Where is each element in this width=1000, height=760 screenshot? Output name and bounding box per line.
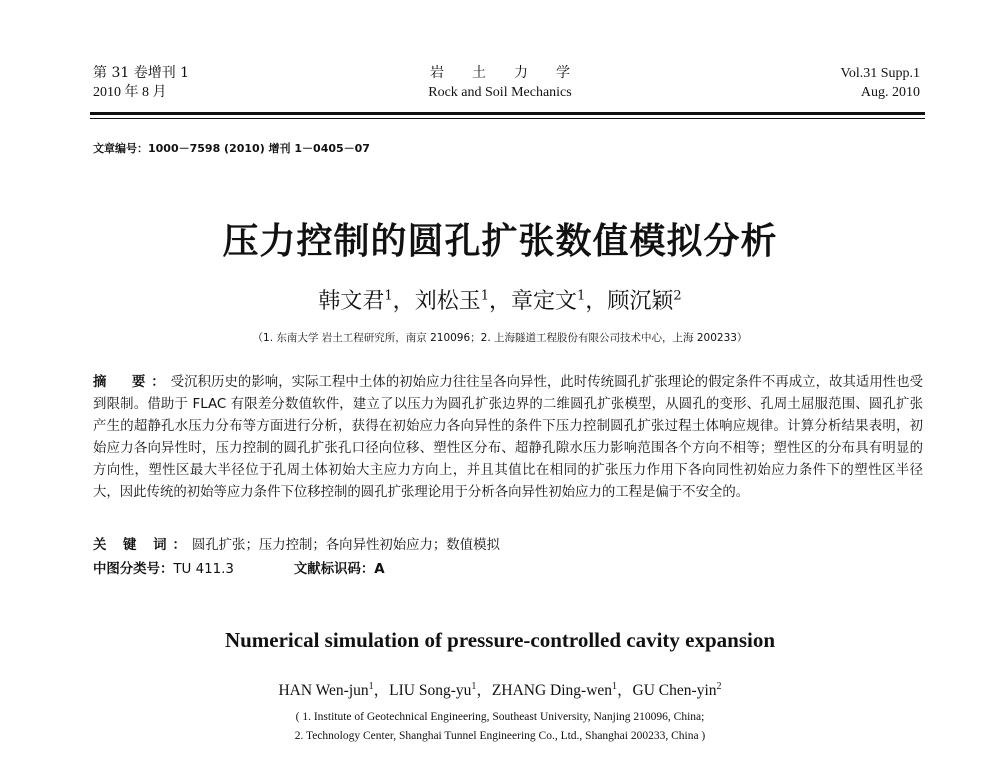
author-affiliation-mark: 1 xyxy=(480,288,489,304)
keywords-cn xyxy=(93,534,500,553)
volume-supp-en: Vol.31 Supp.1 xyxy=(840,66,920,81)
journal-name-cn: 岩土力学 xyxy=(430,65,598,81)
date-en: Aug. 2010 xyxy=(860,85,920,100)
journal-header-right xyxy=(841,64,920,102)
article-number xyxy=(93,140,370,156)
article-number-label: 文章编号： xyxy=(93,142,148,155)
affiliation-cn: （1. 东南大学 岩土工程研究所，南京 210096；2. 上海隧道工程股份有限公司技术中心，上海 200233） xyxy=(252,332,748,344)
author-affiliation-mark: 1 xyxy=(471,680,477,692)
document-code-value: A xyxy=(374,562,385,577)
author-affiliation-mark: 1 xyxy=(577,288,586,304)
title-cn: 压力控制的圆孔扩张数值模拟分析 xyxy=(222,221,778,262)
authors-cn xyxy=(0,284,1000,315)
affiliation-en-line1: ( 1. Institute of Geotechnical Engineering, Southeast University, Nanjing 210096, China; xyxy=(295,711,705,723)
abstract-cn xyxy=(93,372,923,504)
classification-line xyxy=(93,558,385,577)
journal-name-en: Rock and Soil Mechanics xyxy=(428,85,572,100)
author-affiliation-mark: 2 xyxy=(716,680,722,692)
affiliation-en xyxy=(0,708,1000,746)
keywords-label: 关 键 词： xyxy=(93,538,192,553)
author-separator: ， xyxy=(392,289,415,314)
classification-value: TU 411.3 xyxy=(173,562,234,577)
affiliation-en-line2: 2. Technology Center, Shanghai Tunnel Engineering Co., Ltd., Shanghai 200233, China ) xyxy=(294,730,706,742)
author-en: HAN Wen-jun xyxy=(278,682,369,699)
author-separator: ， xyxy=(585,289,608,314)
header-rule-thin xyxy=(90,118,925,119)
abstract-label: 摘 要： xyxy=(93,375,171,390)
author-en: GU Chen-yin xyxy=(632,682,717,699)
authors-en xyxy=(0,678,1000,700)
author-separator: ， xyxy=(373,682,390,699)
author-cn: 韩文君 xyxy=(318,289,385,314)
article-number-value: 1000－7598 (2010) 增刊 1－0405－07 xyxy=(148,142,370,155)
author-affiliation-mark: 2 xyxy=(673,288,682,304)
author-separator: ， xyxy=(476,682,492,699)
classification-label: 中图分类号： xyxy=(93,562,174,577)
author-cn: 刘松玉 xyxy=(414,289,481,314)
author-separator: ， xyxy=(617,682,633,699)
author-affiliation-mark: 1 xyxy=(368,680,374,692)
volume-issue: 第 31 卷增刊 1 xyxy=(93,65,190,81)
author-cn: 章定文 xyxy=(511,289,578,314)
author-cn: 顾沉颖 xyxy=(607,289,674,314)
author-en: ZHANG Ding-wen xyxy=(491,682,613,699)
abstract-text: 受沉积历史的影响，实际工程中土体的初始应力往往呈各向异性，此时传统圆孔扩张理论的假定条件不再成立，故其适用性也受到限制。借助于 FLAC 有限差分数值软件，建立了以压力为圆孔扩张边界的二维圆孔扩张模型，从圆孔的变形、孔周土屈服范围、圆孔扩张产生的超静孔水压力分布等方面进行分析，获得在初始应力各向异性的条件下压力控制圆孔扩张过程土体响应规律。计算分析结果表明，初始应力各向异性时，压力控制的圆孔扩张孔口径向位移、塑性区分布、超静孔隙水压力影响范围各个方向不相等；塑性区的分布具有明显的方向性，塑性区最大半径位于孔周土体初始大主应力方向上，并且其值比在相同的扩张压力作用下各向同性初始应力条件下的塑性区半径大，因此传统的初始等应力条件下位移控制的圆孔扩张理论用于分析各向异性初始应力的工程是偏于不安全的。 xyxy=(93,375,924,500)
title-en: Numerical simulation of pressure-controlled cavity expansion xyxy=(224,628,776,652)
header-rule-thick xyxy=(90,112,925,115)
author-affiliation-mark: 1 xyxy=(612,680,618,692)
author-affiliation-mark: 1 xyxy=(384,288,393,304)
keywords-text: 圆孔扩张；压力控制；各向异性初始应力；数值模拟 xyxy=(191,538,500,553)
publication-date: 2010 年 8 月 xyxy=(93,85,167,100)
author-separator: ， xyxy=(488,289,511,314)
document-code-label: 文献标识码： xyxy=(293,562,375,577)
author-en: LIU Song-yu xyxy=(389,682,472,699)
